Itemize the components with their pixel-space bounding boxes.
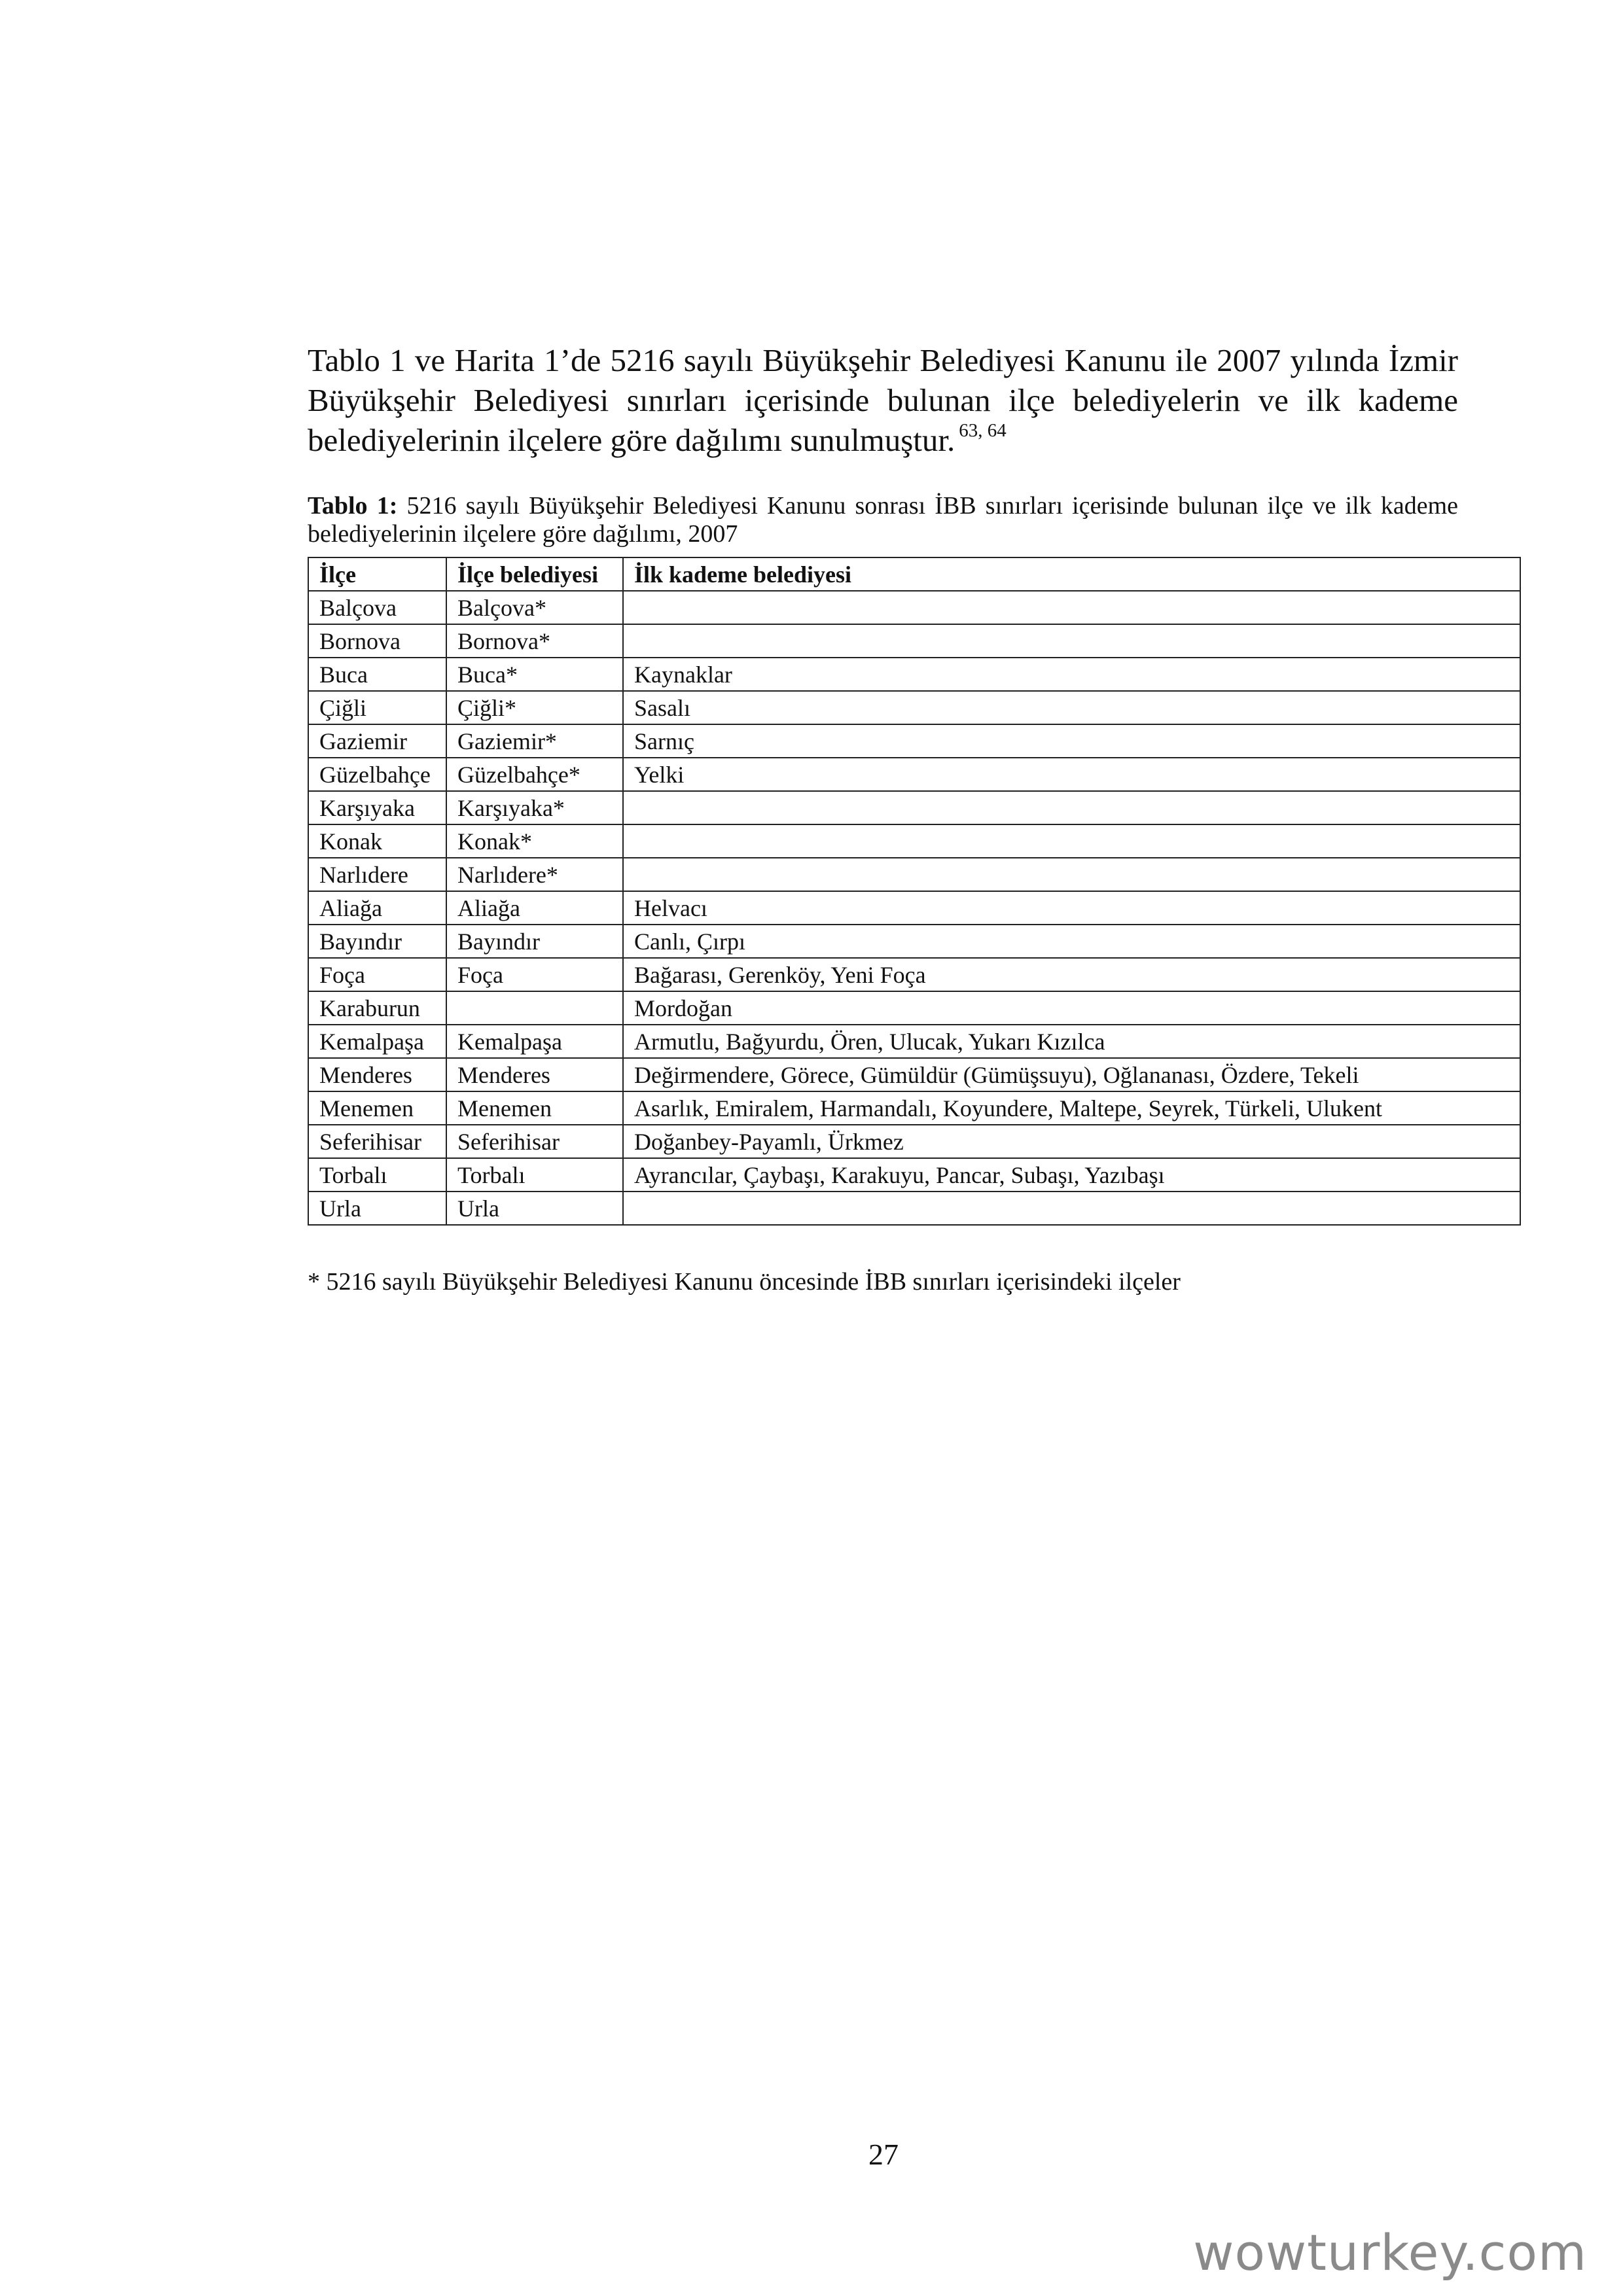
table-row bbox=[308, 691, 1520, 724]
table-row bbox=[308, 624, 1520, 658]
table-row bbox=[308, 858, 1520, 891]
cell-ilce-belediyesi: Menderes bbox=[446, 1058, 623, 1091]
table-footnote: * 5216 sayılı Büyükşehir Belediyesi Kanunu öncesinde İBB sınırları içerisindeki ilçeler bbox=[308, 1268, 1181, 1296]
cell-ilk-kademe-belediyesi: Helvacı bbox=[623, 891, 1520, 925]
cell-ilce-belediyesi: Menemen bbox=[446, 1091, 623, 1125]
table-row bbox=[308, 1192, 1520, 1225]
cell-ilce: Buca bbox=[308, 658, 446, 691]
table-row bbox=[308, 591, 1520, 624]
table-row bbox=[308, 791, 1520, 824]
cell-ilk-kademe-belediyesi bbox=[623, 791, 1520, 824]
table-caption bbox=[308, 492, 1458, 548]
cell-ilk-kademe-belediyesi bbox=[623, 858, 1520, 891]
cell-ilk-kademe-belediyesi: Canlı, Çırpı bbox=[623, 925, 1520, 958]
cell-ilk-kademe-belediyesi: Asarlık, Emiralem, Harmandalı, Koyundere, Maltepe, Seyrek, Türkeli, Ulukent bbox=[623, 1091, 1520, 1125]
header-ilce-belediyesi: İlçe belediyesi bbox=[446, 557, 623, 591]
cell-ilce-belediyesi: Güzelbahçe* bbox=[446, 758, 623, 791]
table-row bbox=[308, 724, 1520, 758]
table-row bbox=[308, 925, 1520, 958]
table-row bbox=[308, 658, 1520, 691]
cell-ilce: Kemalpaşa bbox=[308, 1025, 446, 1058]
cell-ilce-belediyesi: Seferihisar bbox=[446, 1125, 623, 1158]
cell-ilk-kademe-belediyesi: Doğanbey-Payamlı, Ürkmez bbox=[623, 1125, 1520, 1158]
cell-ilk-kademe-belediyesi: Armutlu, Bağyurdu, Ören, Ulucak, Yukarı Kızılca bbox=[623, 1025, 1520, 1058]
cell-ilce: Balçova bbox=[308, 591, 446, 624]
cell-ilce-belediyesi: Urla bbox=[446, 1192, 623, 1225]
cell-ilce: Karşıyaka bbox=[308, 791, 446, 824]
cell-ilk-kademe-belediyesi: Ayrancılar, Çaybaşı, Karakuyu, Pancar, Subaşı, Yazıbaşı bbox=[623, 1158, 1520, 1192]
cell-ilce: Menderes bbox=[308, 1058, 446, 1091]
cell-ilk-kademe-belediyesi bbox=[623, 1192, 1520, 1225]
cell-ilce: Urla bbox=[308, 1192, 446, 1225]
caption-label: Tablo 1: bbox=[308, 492, 398, 520]
table-row bbox=[308, 1058, 1520, 1091]
cell-ilk-kademe-belediyesi: Bağarası, Gerenköy, Yeni Foça bbox=[623, 958, 1520, 991]
cell-ilce: Güzelbahçe bbox=[308, 758, 446, 791]
header-ilce: İlçe bbox=[308, 557, 446, 591]
footnote-reference: 63, 64 bbox=[959, 420, 1007, 441]
cell-ilce: Bornova bbox=[308, 624, 446, 658]
cell-ilk-kademe-belediyesi bbox=[623, 591, 1520, 624]
cell-ilce-belediyesi: Çiğli* bbox=[446, 691, 623, 724]
table-row bbox=[308, 1091, 1520, 1125]
page-number-line bbox=[0, 2137, 1623, 2172]
cell-ilk-kademe-belediyesi bbox=[623, 824, 1520, 858]
cell-ilce: Torbalı bbox=[308, 1158, 446, 1192]
cell-ilce-belediyesi: Foça bbox=[446, 958, 623, 991]
cell-ilk-kademe-belediyesi bbox=[623, 624, 1520, 658]
cell-ilk-kademe-belediyesi: Sasalı bbox=[623, 691, 1520, 724]
cell-ilk-kademe-belediyesi: Sarnıç bbox=[623, 724, 1520, 758]
intro-paragraph bbox=[308, 340, 1458, 460]
cell-ilk-kademe-belediyesi: Mordoğan bbox=[623, 991, 1520, 1025]
cell-ilce: Bayındır bbox=[308, 925, 446, 958]
table-row bbox=[308, 891, 1520, 925]
cell-ilce: Foça bbox=[308, 958, 446, 991]
cell-ilce-belediyesi: Kemalpaşa bbox=[446, 1025, 623, 1058]
table-row bbox=[308, 824, 1520, 858]
header-ilk-kademe-belediyesi: İlk kademe belediyesi bbox=[623, 557, 1520, 591]
municipalities-table bbox=[308, 557, 1521, 1226]
cell-ilce-belediyesi: Karşıyaka* bbox=[446, 791, 623, 824]
cell-ilce-belediyesi: Narlıdere* bbox=[446, 858, 623, 891]
cell-ilce: Çiğli bbox=[308, 691, 446, 724]
table-row bbox=[308, 991, 1520, 1025]
cell-ilce-belediyesi: Bornova* bbox=[446, 624, 623, 658]
table-row bbox=[308, 1158, 1520, 1192]
intro-text: Tablo 1 ve Harita 1’de 5216 sayılı Büyükşehir Belediyesi Kanunu ile 2007 yılında İzmir Büyükşehir Belediyesi sınırları içerisinde bulunan ilçe belediyelerin ve ilk kademe belediyelerinin ilçelere göre dağılımı sunulmuştur. bbox=[308, 342, 1458, 458]
cell-ilce-belediyesi: Konak* bbox=[446, 824, 623, 858]
table-header-row bbox=[308, 557, 1520, 591]
cell-ilce-belediyesi: Buca* bbox=[446, 658, 623, 691]
cell-ilce-belediyesi: Bayındır bbox=[446, 925, 623, 958]
table-row bbox=[308, 1025, 1520, 1058]
cell-ilce: Narlıdere bbox=[308, 858, 446, 891]
cell-ilce-belediyesi: Gaziemir* bbox=[446, 724, 623, 758]
page-number: 27 bbox=[868, 2138, 899, 2171]
table-row bbox=[308, 1125, 1520, 1158]
cell-ilce: Gaziemir bbox=[308, 724, 446, 758]
cell-ilce: Seferihisar bbox=[308, 1125, 446, 1158]
cell-ilce: Karaburun bbox=[308, 991, 446, 1025]
cell-ilce-belediyesi: Torbalı bbox=[446, 1158, 623, 1192]
cell-ilce-belediyesi bbox=[446, 991, 623, 1025]
cell-ilce: Aliağa bbox=[308, 891, 446, 925]
cell-ilk-kademe-belediyesi: Yelki bbox=[623, 758, 1520, 791]
cell-ilk-kademe-belediyesi: Değirmendere, Görece, Gümüldür (Gümüşsuyu), Oğlananası, Özdere, Tekeli bbox=[623, 1058, 1520, 1091]
table-row bbox=[308, 958, 1520, 991]
cell-ilce: Konak bbox=[308, 824, 446, 858]
table-row bbox=[308, 758, 1520, 791]
cell-ilce-belediyesi: Aliağa bbox=[446, 891, 623, 925]
cell-ilce-belediyesi: Balçova* bbox=[446, 591, 623, 624]
caption-text: 5216 sayılı Büyükşehir Belediyesi Kanunu sonrası İBB sınırları içerisinde bulunan ilçe ve ilk kademe belediyelerinin ilçelere göre dağılımı, 2007 bbox=[308, 492, 1459, 548]
watermark: wowturkey.com bbox=[1193, 2223, 1587, 2282]
cell-ilk-kademe-belediyesi: Kaynaklar bbox=[623, 658, 1520, 691]
cell-ilce: Menemen bbox=[308, 1091, 446, 1125]
